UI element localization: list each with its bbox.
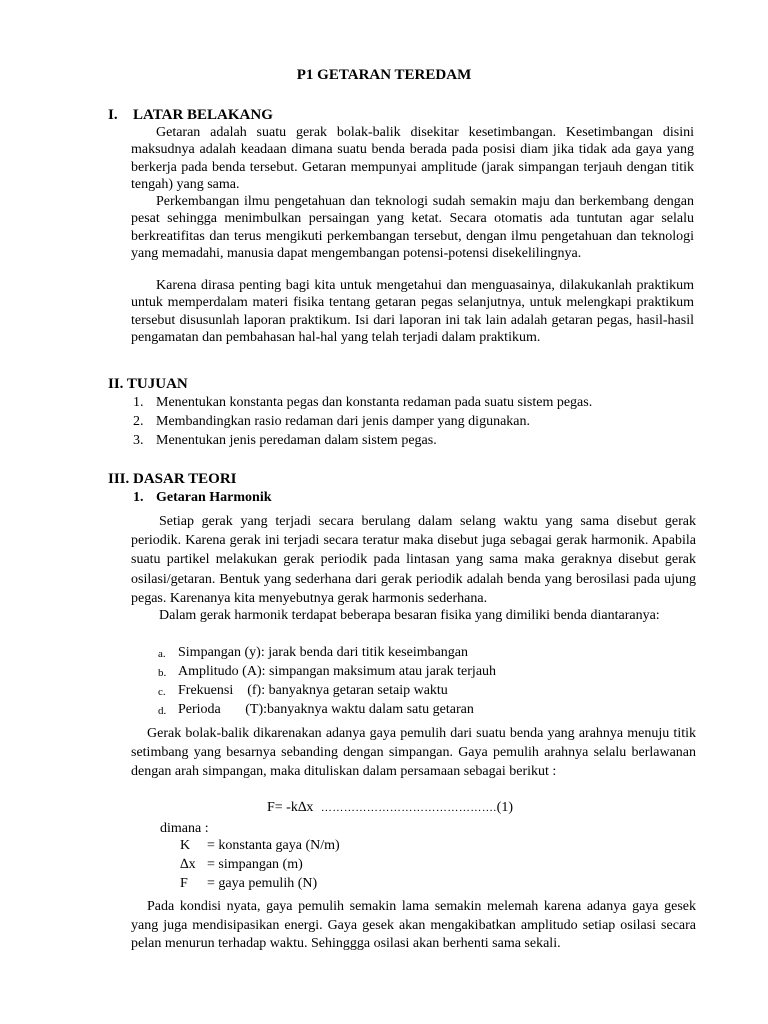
variable-symbol: F [180, 876, 188, 891]
subsection-heading: Getaran Harmonik [156, 490, 272, 505]
goal-item-number: 2. [133, 414, 144, 429]
section-1-number: I. [108, 107, 118, 123]
section-3-paragraph-2: Dalam gerak harmonik terdapat beberapa besaran fisika yang dimiliki benda diantaranya: [159, 608, 660, 623]
where-label: dimana : [160, 821, 209, 836]
list-item-text: Frekuensi (f): banyaknya getaran setaip waktu [178, 683, 448, 698]
goal-item-number: 3. [133, 433, 144, 448]
goal-item-text: Membandingkan rasio redaman dari jenis damper yang digunakan. [156, 414, 530, 429]
variable-definition: = gaya pemulih (N) [207, 876, 318, 891]
list-item-text: Simpangan (y): jarak benda dari titik keseimbangan [178, 645, 469, 660]
list-marker: b. [158, 667, 167, 679]
variable-symbol: ∆x [180, 857, 196, 872]
section-3-heading: III. DASAR TEORI [108, 471, 237, 487]
equation [267, 800, 513, 816]
section-2-heading: II. TUJUAN [108, 376, 188, 392]
section-1-heading: LATAR BELAKANG [133, 107, 273, 123]
variable-definition: = konstanta gaya (N/m) [207, 838, 340, 853]
section-3-paragraph-3: Gerak bolak-balik dikarenakan adanya gaya pemulih dari suatu benda yang arahnya menuju titik setimbang yang besarnya sebanding dengan simpangan. Gaya pemulih arahnya selalu berlawanan dengan arah simpangan, maka dituliskan dalam persamaan sebagai berikut : [131, 726, 696, 780]
list-marker: d. [158, 705, 167, 717]
section-1-paragraph-1: Getaran adalah suatu gerak bolak-balik disekitar kesetimbangan. Kesetimbangan disini maksudnya adalah keadaan dimana suatu benda berada pada posisi diam jika tidak ada gaya yang berkerja pada benda tersebut. Getaran mempunyai amplitude (jarak simpangan terjauh dengan titik tengah) yang sama. [131, 125, 694, 193]
equation-number: (1) [496, 800, 513, 815]
list-marker: c. [158, 686, 166, 698]
section-3-paragraph-4: Pada kondisi nyata, gaya pemulih semakin lama semakin melemah karena adanya gaya gesek yang juga mendisipasikan energi. Gaya gesek akan mengakibatkan amplitudo setiap osilasi secara pelan menurun terhadap waktu. Sehinggga osilasi akan berhenti sama sekali. [131, 899, 696, 952]
subsection-number: 1. [133, 490, 144, 505]
goal-item-text: Menentukan jenis peredaman dalam sistem pegas. [156, 433, 437, 448]
goal-item-text: Menentukan konstanta pegas dan konstanta redaman pada suatu sistem pegas. [156, 395, 593, 410]
equation-leader-dots: ………………………………………. [320, 802, 497, 814]
section-1-paragraph-2: Perkembangan ilmu pengetahuan dan teknologi sudah semakin maju dan berkembang dengan pesat sehingga menimbulkan persaingan yang ketat. Secara otomatis ada tuntutan agar selalu berkreatifitas dan terus mengikuti perkembangan tersebut, dengan ilmu pengetahuan dan teknologi yang memadahi, manusia dapat mengembangan potensi-potensi disekelilingnya. [131, 194, 694, 262]
list-item-text: Amplitudo (A): simpangan maksimum atau jarak terjauh [178, 664, 497, 679]
list-marker: a. [158, 648, 166, 660]
section-1-paragraph-3: Karena dirasa penting bagi kita untuk mengetahui dan menguasainya, dilakukanlah praktikum untuk memperdalam materi fisika tentang getaran pegas selanjutnya, untuk melengkapi praktikum tersebut disusunlah laporan praktikum. Isi dari laporan ini tak lain adalah getaran pegas, hasil-hasil pengamatan dan pembahasan hal-hal yang telah terjadi dalam praktikum. [131, 278, 694, 346]
variable-definition: = simpangan (m) [207, 857, 303, 872]
equation-expression: F= -k∆x [267, 800, 314, 815]
goal-item-number: 1. [133, 395, 144, 410]
page-title: P1 GETARAN TEREDAM [296, 67, 472, 83]
variable-symbol: K [180, 838, 191, 853]
list-item-text: Perioda (T):banyaknya waktu dalam satu getaran [178, 702, 474, 717]
section-3-paragraph-1: Setiap gerak yang terjadi secara berulang dalam selang waktu yang sama disebut gerak periodik. Karena gerak ini terjadi secara teratur maka disebut juga sebagai gerak harmonik. Apabila suatu partikel melakukan gerak periodik pada lintasan yang sama maka geraknya disebut gerak osilasi/getaran. Bentuk yang sederhana dari gerak periodik adalah benda yang berosilasi pada ujung pegas. Karenanya kita menyebutnya gerak harmonis sederhana. [131, 514, 696, 606]
